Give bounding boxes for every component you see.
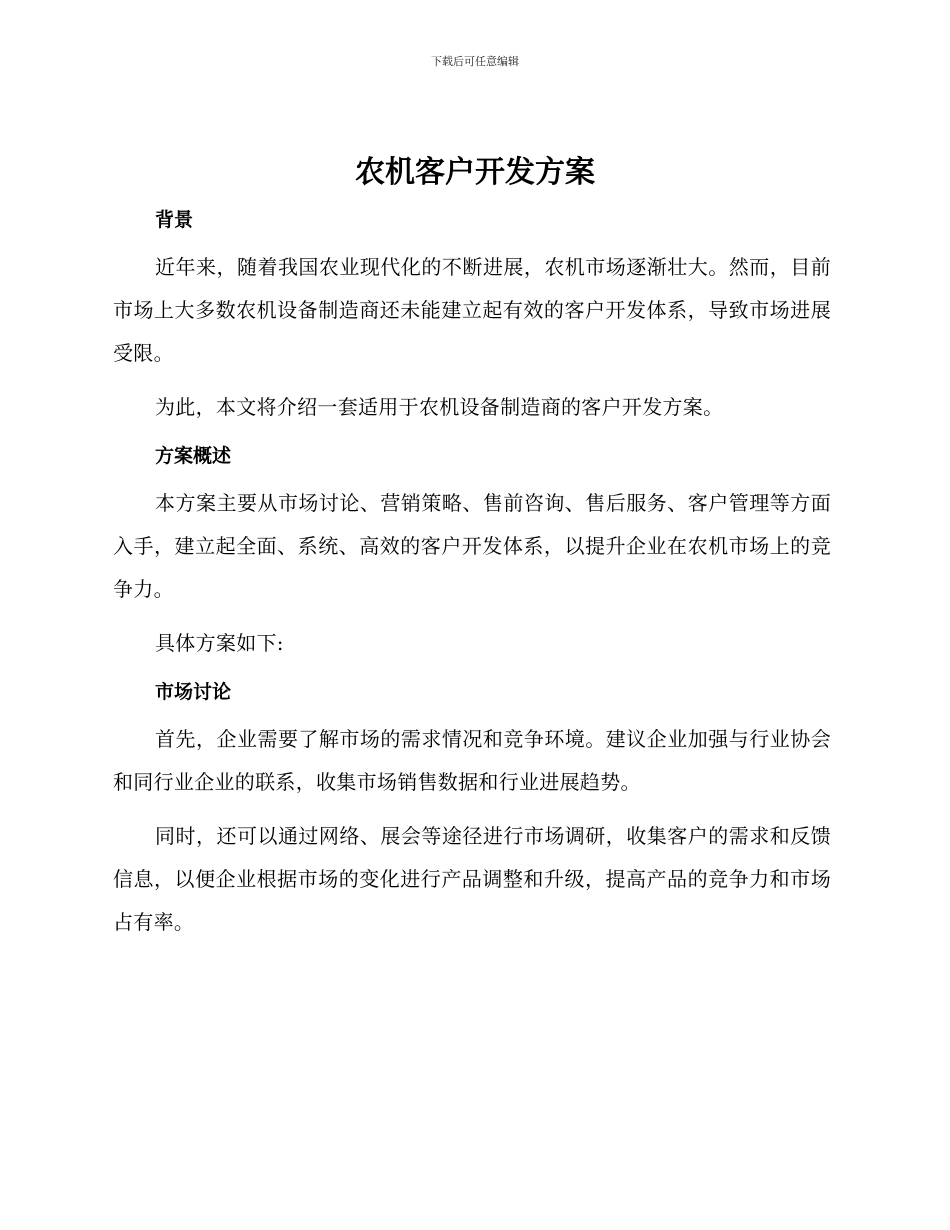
section-heading-background: 背景	[155, 209, 194, 231]
header-note: 下载后可任意编辑	[431, 55, 519, 68]
paragraph: 本方案主要从市场讨论、营销策略、售前咨询、售后服务、客户管理等方面入手，建立起全面、系统、高效的客户开发体系，以提升企业在农机市场上的竞争力。	[113, 491, 831, 601]
paragraph: 首先，企业需要了解市场的需求情况和竞争环境。建议企业加强与行业协会和同行业企业的联系，收集市场销售数据和行业进展趋势。	[113, 727, 831, 794]
paragraph: 同时，还可以通过网络、展会等途径进行市场调研，收集客户的需求和反馈信息，以便企业根据市场的变化进行产品调整和升级，提高产品的竞争力和市场占有率。	[113, 824, 831, 934]
paragraph: 具体方案如下:	[155, 631, 284, 655]
document-title: 农机客户开发方案	[355, 155, 595, 190]
paragraph: 为此，本文将介绍一套适用于农机设备制造商的客户开发方案。	[155, 395, 724, 419]
document-body	[113, 199, 831, 955]
section-heading-market-discussion: 市场讨论	[155, 681, 232, 703]
section-heading-overview: 方案概述	[155, 445, 232, 467]
paragraph: 近年来，随着我国农业现代化的不断进展，农机市场逐渐壮大。然而，目前市场上大多数农机设备制造商还未能建立起有效的客户开发体系，导致市场进展受限。	[113, 255, 831, 365]
